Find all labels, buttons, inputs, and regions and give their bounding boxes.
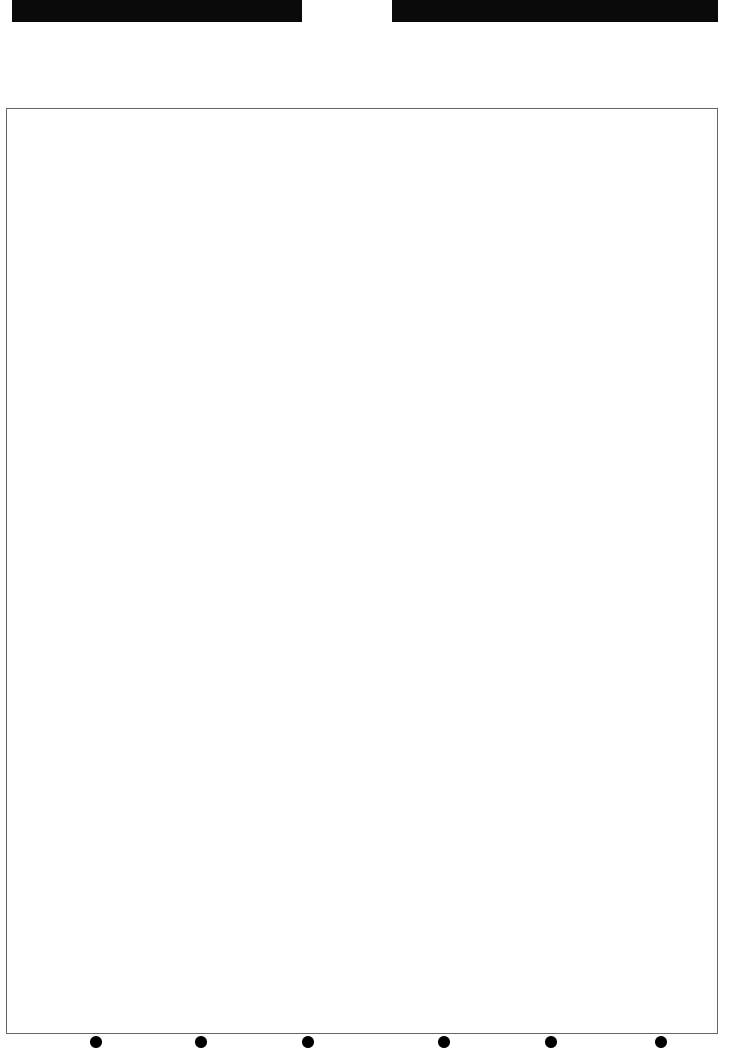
punch-hole-5 [545, 1036, 557, 1048]
punch-hole-4 [438, 1036, 450, 1048]
punch-hole-1 [90, 1036, 102, 1048]
punch-hole-2 [195, 1036, 207, 1048]
punch-hole-3 [302, 1036, 314, 1048]
scan-top-bar-right [392, 0, 718, 22]
punch-hole-6 [655, 1036, 667, 1048]
scan-top-bar-left [12, 0, 302, 22]
rotated-form [7, 109, 717, 1033]
observation-sheet [6, 108, 718, 1034]
extreme-line-1 [37, 990, 53, 1003]
extreme-line-2 [17, 977, 33, 1003]
